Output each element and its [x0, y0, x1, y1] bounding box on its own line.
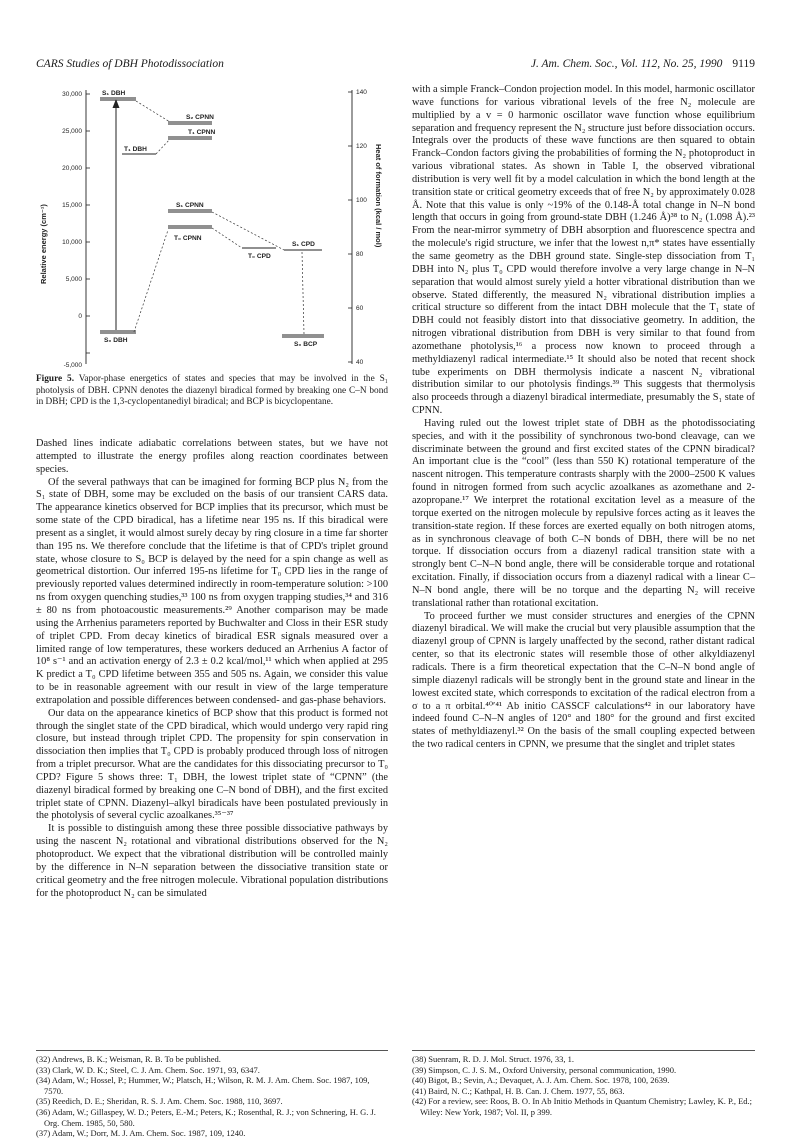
footnote-rule-right [412, 1050, 755, 1051]
label-t0-cpd: T₀ CPD [248, 253, 271, 260]
y-axis-left-title: Relative energy (cm⁻¹) [39, 204, 48, 284]
tick-label-right-2: 100 [356, 197, 367, 204]
tick-label-left-6: 0 [78, 313, 82, 320]
label-s1-cpnn: S₁ CPNN [176, 202, 204, 209]
tick-label-right-0: 140 [356, 89, 367, 96]
footnotes-right [412, 1054, 755, 1118]
paragraph-left-0: Dashed lines indicate adiabatic correlations between states, but we have not attempted to illustrate the energy profiles along reaction coordinates between species. [36, 438, 388, 475]
tick-label-right-5: 40 [356, 359, 364, 366]
paragraph-left-2: Our data on the appearance kinetics of BCP show that this product is formed not through the singlet state of the CPD biradical, which would undergo very rapid ring closure, but instead through triplet CPD. The propensity for spin conservation in dissociation then implies that T₀ CPD is probably produced through loss of nitrogen from a triplet precursor. What are the candidates for this dissociating precursor to T₀ CPD? Figure 5 shows three: T₁ DBH, the lowest triplet state of “CPNN” (the diazenyl biradical formed by breaking one C–N bond of DBH), and the first excited triplet state of CPNN. Diazenyl–alkyl biradicals have been postulated previously in the photolysis of several cyclic azoalkanes.³⁵⁻³⁷ [36, 707, 388, 822]
figure-5 [36, 84, 388, 374]
label-s1-dbh: S₁ DBH [102, 90, 126, 97]
label-s1-cpd: S₁ CPD [292, 241, 315, 248]
footnote-42: (42) For a review, see: Roos, B. O. In Ab Initio Methods in Quantum Chemistry; Lawley, K. P., Ed.; Wiley: New York, 1987; Vol. II, p 399. [412, 1096, 753, 1117]
label-s2-cpnn: S₂ CPNN [186, 114, 214, 121]
running-head [36, 58, 755, 74]
tick-label-left-4: 10,000 [62, 239, 82, 246]
paragraph-right-1: Having ruled out the lowest triplet state of DBH as the photodissociating species, and with it the possibility of synchronous two-bond cleavage, can we discriminate between the ground and first excited states of the CPNN biradical? An important clue is the “cool” (less than 550 K) rotational temperature of the nascent nitrogen. This temperature contrasts sharply with the 2000–2500 K values found in nitrogen formed from such acyclic azoalkanes as azomethane and 2-azopropane.¹⁷ We interpret the rotational excitation level as a measure of the torque exerted on the nitrogen molecule by repulsive forces acting as it leaves the transition-state region. If these forces are exerted equally on both nitrogen atoms, as in synchronous cleavage of both C–N bonds of DBH, there will be no net torque. If dissociation occurs from a diazenyl radical transition state with a strongly bent C–N–N bond angle, there will be considerable torque and rotational excitation. Finally, if dissociation occurs from a diazenyl radical with a linear C–N–N bond angle, there will be no torque and the departing N₂ will receive translational rather than rotational excitation. [412, 417, 755, 609]
correlation-lines [134, 101, 304, 334]
level-labels [102, 90, 318, 348]
tick-label-left-3: 15,000 [62, 202, 82, 209]
footnote-38: (38) Suenram, R. D. J. Mol. Struct. 1976, 33, 1. [412, 1054, 574, 1064]
footnote-34: (34) Adam, W.; Hossel, P.; Hummer, W.; Platsch, H.; Wilson, R. M. J. Am. Chem. Soc. 1987, 109, 7570. [36, 1075, 370, 1096]
running-head-citation [531, 58, 755, 70]
footnote-40: (40) Bigot, B.; Sevin, A.; Devaquet, A. J. Am. Chem. Soc. 1978, 100, 2639. [412, 1075, 670, 1086]
footnote-rule-left [36, 1050, 388, 1051]
tick-label-left-5: 5,000 [65, 276, 82, 283]
left-column-text [36, 438, 388, 900]
label-t0-cpnn: T₀ CPNN [174, 235, 202, 242]
tick-label-left-2: 20,000 [62, 165, 82, 172]
tick-label-left-7: -5,000 [63, 362, 82, 369]
footnote-32: (32) Andrews, B. K.; Weisman, R. B. To be published. [36, 1054, 221, 1064]
tick-label-right-3: 80 [356, 251, 364, 258]
energy-diagram [36, 84, 388, 374]
tick-label-right-1: 120 [356, 143, 367, 150]
tick-label-right-4: 60 [356, 305, 364, 312]
footnote-39: (39) Simpson, C. J. S. M., Oxford University, personal communication, 1990. [412, 1064, 677, 1075]
footnote-41: (41) Baird, N. C.; Kathpal, H. B. Can. J. Chem. 1977, 55, 863. [412, 1085, 625, 1096]
footnotes-left [36, 1054, 388, 1139]
footnote-35: (35) Reedich, D. E.; Sheridan, R. S. J. Am. Chem. Soc. 1988, 110, 3697. [36, 1096, 283, 1107]
paragraph-left-1: Of the several pathways that can be imagined for forming BCP plus N₂ from the S₁ state of DBH, some may be excluded on the basis of our transient CARS data. The appearance kinetics observed for BCP implies that its precursor, which must be some state of the CPD biradical, has a lifetime near 195 ns. If this biradical were present as a singlet, it would almost surely decay by ring closure in a time far shorter than 195 ns. We therefore conclude that the lifetime is that of CPD's triplet ground state, whose closure to S₀ BCP is delayed by the need for a spin change as well as geometrical distortion. Our inferred 195-ns lifetime for T₀ CPD lies in the range of previously reported values determined indirectly in room-temperature solution: >100 ns from oxygen quenching studies,³³ 100 ns from oxygen trapping studies,³⁴ and 316 ± 80 ns from photoacoustic measurements.²⁹ Another comparison may be made using the Arrhenius parameters reported by Buchwalter and Closs in their ESR study of triplet CPD. From decay kinetics of biradical ESR signals measured over a limited range of low temperatures, these workers deduced an Arrhenius A factor of 10⁸ s⁻¹ and an activation energy of 2.3 ± 0.2 kcal/mol,¹¹ which when applied at 295 K predict a T₀ CPD lifetime between 355 and 505 ns. Again, we consider this value to be in reasonable agreement with our result in view of the large temperature extrapolation and possible differences between condensed- and gas-phase behaviors. [36, 476, 388, 706]
right-axis-ticks [348, 89, 367, 366]
journal-citation: J. Am. Chem. Soc., Vol. 112, No. 25, 1990 [530, 58, 723, 70]
paragraph-left-3: It is possible to distinguish among these three possible dissociative pathways by using the nascent N₂ rotational and vibrational distributions observed for the N₂ photoproduct. We expect that the vibrational distribution will be controlled mainly by the difference in N–N separation between the dissociative transition state or critical geometry and the free nitrogen molecule. Vibrational population distributions for the photoproduct N₂ can be simulated [36, 823, 388, 899]
figure-caption [36, 374, 388, 409]
caption-text: Vapor-phase energetics of states and species that may be involved in the S₁ photolysis of DBH. CPNN denotes the diazenyl biradical formed by breaking one C–N bond in DBH; CPD is the 1,3-cyclopentanediyl biradical; and BCP is bicyclopentane. [36, 374, 388, 408]
caption-label: Figure 5. [36, 374, 75, 384]
footnote-36: (36) Adam, W.; Gillaspey, W. D.; Peters, E.-M.; Peters, K.; Rosenthal, R. J.; von Schnering, H. G. J. Org. Chem. 1985, 50, 580. [36, 1106, 376, 1128]
footnote-33: (33) Clark, W. D. K.; Steel, C. J. Am. Chem. Soc. 1971, 93, 6347. [36, 1064, 260, 1075]
tick-label-left-0: 30,000 [62, 91, 82, 98]
excitation-arrow [113, 99, 120, 330]
right-column-text [412, 84, 755, 752]
page-number: 9119 [732, 58, 755, 70]
label-t1-dbh: T₁ DBH [124, 146, 147, 153]
label-s0-bcp: S₀ BCP [294, 341, 318, 348]
label-t1-cpnn: T₁ CPNN [188, 129, 216, 136]
running-head-title: CARS Studies of DBH Photodissociation [36, 58, 224, 70]
y-axis-right-title: Heat of formation (kcal / mol) [374, 144, 383, 248]
label-s0-dbh: S₀ DBH [104, 337, 128, 344]
paragraph-right-2: To proceed further we must consider structures and energies of the CPNN diazenyl biradical. We will make the crucial but very plausible assumption that the diazenyl group of CPNN is largely unaffected by the second, rather distant radical center, so that its electronic states will resemble those of other alkyldiazenyl radicals. There is a firm theoretical expectation that the C–N–N bond angle of simple diazenyl radicals will be strongly bent in the ground state and linear in the lowest excited state, which corresponds to excitation of the radical electron from a σ to a π orbital.⁴⁰ʹ⁴¹ Ab initio CASSCF calculations⁴² in our laboratory have indeed found C–N–N angles of 120° and 180° for the ground and first excited states of methyldiazenyl.³² On the basis of the small coupling expected between the two radical centers in CPNN, we presume that the singlet and triplet states [412, 610, 755, 751]
tick-label-left-1: 25,000 [62, 128, 82, 135]
footnote-37: (37) Adam, W.; Dorr, M. J. Am. Chem. Soc. 1987, 109, 1240. [36, 1128, 246, 1139]
paragraph-right-0: with a simple Franck–Condon projection model. In this model, harmonic oscillator wave functions for various vibrational levels of the free N₂ molecule are multiplied by a v = 0 harmonic oscillator wave function whose equilibrium separation and frequency represent the N₂ structure just before dissociation occurs. Integrals over the products of these wave functions are then squared to obtain Franck–Condon factors giving the probabilities of forming the N₂ photoproduct in various vibrational states. As shown in Table I, the observed vibrational distribution is very well fit by a model calculation in which the bond length at the transition state or critical geometry exceeds that of free N₂ by approximately 0.028 Å. Note that this value is only ~19% of the 0.148-Å total change in N–N bond length that occurs in going from ground-state DBH (1.246 Å)³⁸ to N₂ (1.098 Å).²³ From the near-mirror symmetry of DBH absorption and fluorescence spectra and the molecule's rigid structure, we infer that the lowest n,π* states have essentially the same geometry as the DBH ground state. Single-step dissociation from T₁ DBH into N₂ plus T₀ CPD would therefore involve a very large change in N–N separation that would almost surely yield a hotter vibrational distribution than we observe. Stated differently, the measured N₂ vibrational distribution implies a critical structure so different from the intact DBH molecule that the T₁ state of DBH could not feasibly distort into that dissociative geometry. In addition, the nitrogen vibrational distribution from DBH is very similar to that found from azomethane photolysis,¹⁶ a process now known to proceed through a methyldiazenyl radical intermediate.¹⁵ It should also be noted that recent shock tube experiments on DBH thermolysis indicate a nascent N₂ vibrational distribution similar to our photolysis findings.³⁹ This suggests that thermolysis also proceeds through a diazenyl biradical intermediate, presumably the S₁ state of CPNN. [412, 84, 756, 417]
